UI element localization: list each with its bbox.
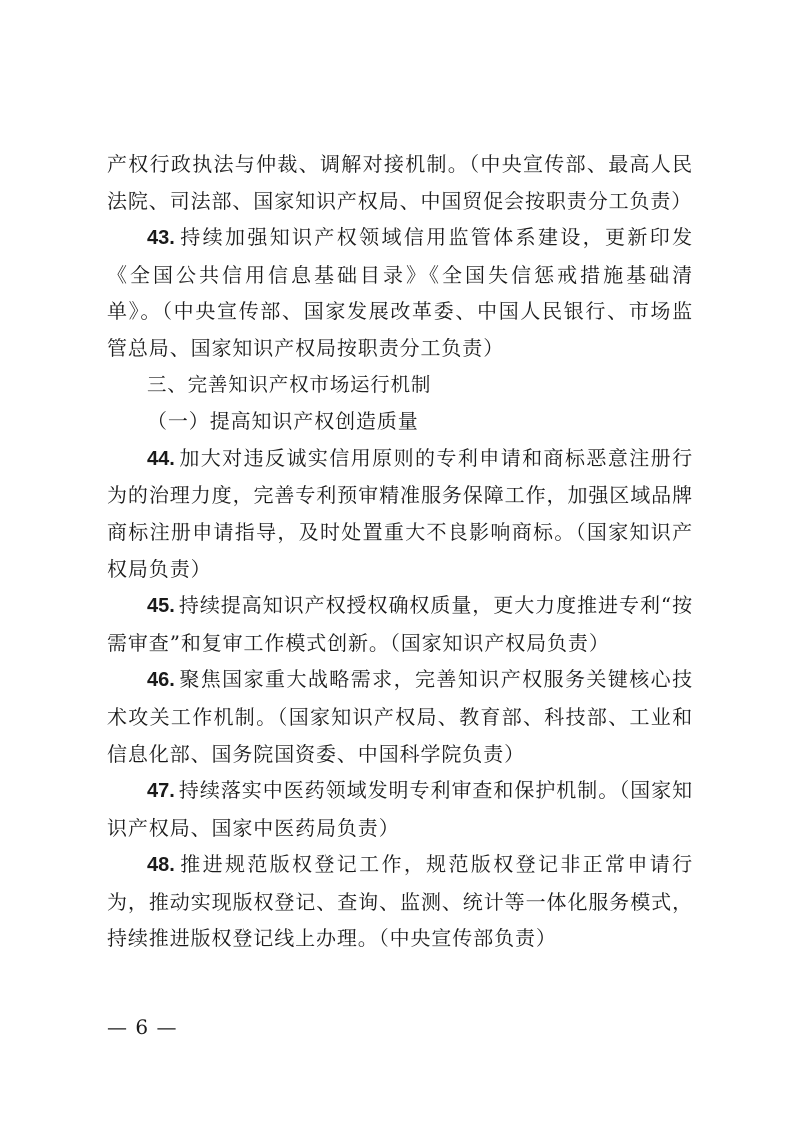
item-text: 持续落实中医药领域发明专利审查和保护机制。（国家知识产权局、国家中医药局负责） xyxy=(107,778,693,840)
item-number: 47. xyxy=(147,780,175,803)
item-text: 持续提高知识产权授权确权质量，更大力度推进专利“按需审查”和复审工作模式创新。（国家知识产权局负责） xyxy=(107,593,693,655)
paragraph-text: 产权行政执法与仲裁、调解对接机制。（中央宣传部、最高人民法院、司法部、国家知识产权局、中国贸促会按职责分工负责） xyxy=(107,152,693,213)
subsection-heading: （一）提高知识产权创造质量 xyxy=(147,409,419,434)
item-text: 推进规范版权登记工作，规范版权登记非正常申请行为，推动实现版权登记、查询、监测、统计等一体化服务模式，持续推进版权登记线上办理。（中央宣传部负责） xyxy=(107,852,693,951)
section-heading: 三、完善知识产权市场运行机制 xyxy=(147,372,432,396)
item-text: 聚焦国家重大战略需求，完善知识产权服务关键核心技术攻关工作机制。（国家知识产权局、教育部、科技部、工业和信息化部、国务院国资委、中国科学院负责） xyxy=(107,667,693,766)
item-text: 持续加强知识产权领域信用监管体系建设，更新印发《全国公共信用信息基础目录》《全国失信惩戒措施基础清单》。（中央宣传部、国家发展改革委、中国人民银行、市场监管总局、国家知识产权局按职责分工负责） xyxy=(107,225,693,360)
paragraph-item-43 xyxy=(107,219,693,366)
item-number: 45. xyxy=(147,595,175,618)
document-body xyxy=(107,146,693,957)
item-number: 44. xyxy=(147,447,175,470)
paragraph-continuation xyxy=(107,146,693,219)
paragraph-item-47 xyxy=(107,772,693,846)
page-number: — 6 — xyxy=(107,1015,178,1039)
item-number: 48. xyxy=(147,854,175,877)
paragraph-item-44 xyxy=(107,440,693,587)
paragraph-item-45 xyxy=(107,587,693,661)
item-number: 46. xyxy=(147,669,175,692)
item-text: 加大对违反诚实信用原则的专利申请和商标恶意注册行为的治理力度，完善专利预审精准服务保障工作，加强区域品牌商标注册申请指导，及时处置重大不良影响商标。（国家知识产权局负责） xyxy=(107,445,693,581)
paragraph-item-46 xyxy=(107,661,693,772)
paragraph-item-48 xyxy=(107,846,693,957)
item-number: 43. xyxy=(147,227,175,250)
